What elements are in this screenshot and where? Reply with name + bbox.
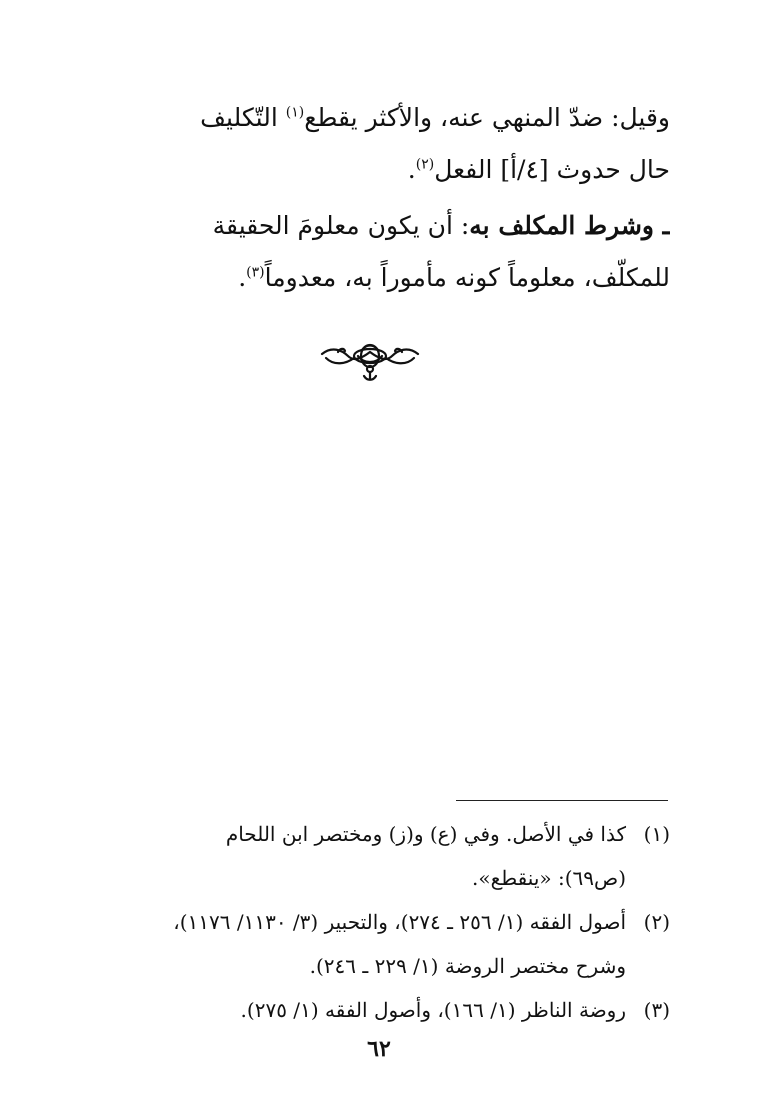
text-run: وقيل: ضدّ المنهي عنه، والأكثر يقطع [304, 103, 670, 132]
footnote-2-continuation: وشرح مختصر الروضة (١/ ٢٢٩ ـ ٢٤٦). [309, 954, 626, 978]
footnote-text: أصول الفقه (١/ ٢٥٦ ـ ٢٧٤)، والتحبير (٣/ ١١٣٠/ ١١٧٦)، [173, 910, 626, 934]
text-run: حال حدوث [٤/أ] الفعل [434, 155, 670, 184]
footnote-1-continuation: (ص٦٩): «ينقطع». [472, 866, 626, 890]
text-run: للمكلّف، معلوماً كونه مأموراً به، معدوماً [264, 263, 670, 292]
footnote-text: روضة الناظر (١/ ١٦٦)، وأصول الفقه (١/ ٢٧٥). [240, 998, 626, 1022]
footnote-separator [456, 800, 668, 801]
footnote-number: (١) [643, 822, 670, 846]
footnote-2 [70, 900, 670, 944]
text-run: . [238, 263, 247, 292]
footnote-ref-2: (٢) [415, 156, 435, 173]
paragraph-1-line-2 [70, 144, 670, 196]
paragraph-2 [70, 200, 670, 304]
page-number: ٦٢ [367, 1036, 391, 1062]
paragraph-2-line-1 [70, 200, 670, 252]
footnote-text: كذا في الأصل. وفي (ع) و(ز) ومختصر ابن اللحام [225, 822, 626, 846]
text-run: التّكليف [200, 103, 286, 132]
footnote-1 [70, 812, 670, 856]
footnote-number: (٣) [643, 998, 670, 1022]
footnote-3 [70, 988, 670, 1032]
floral-knot-ornament-icon [318, 340, 422, 384]
footnotes [70, 812, 670, 1032]
text-run: . [407, 155, 416, 184]
footnote-ref-3: (٣) [246, 264, 265, 281]
text-run: : أن يكون معلومَ الحقيقة [212, 211, 470, 240]
footnote-number: (٢) [643, 910, 670, 934]
bold-heading-term: ـ وشرط المكلف به [469, 211, 670, 240]
footnote-ref-1: (١) [285, 104, 305, 121]
paragraph-1-line-1 [70, 92, 670, 144]
paragraph-2-line-2 [70, 252, 670, 304]
paragraph-1 [70, 92, 670, 196]
